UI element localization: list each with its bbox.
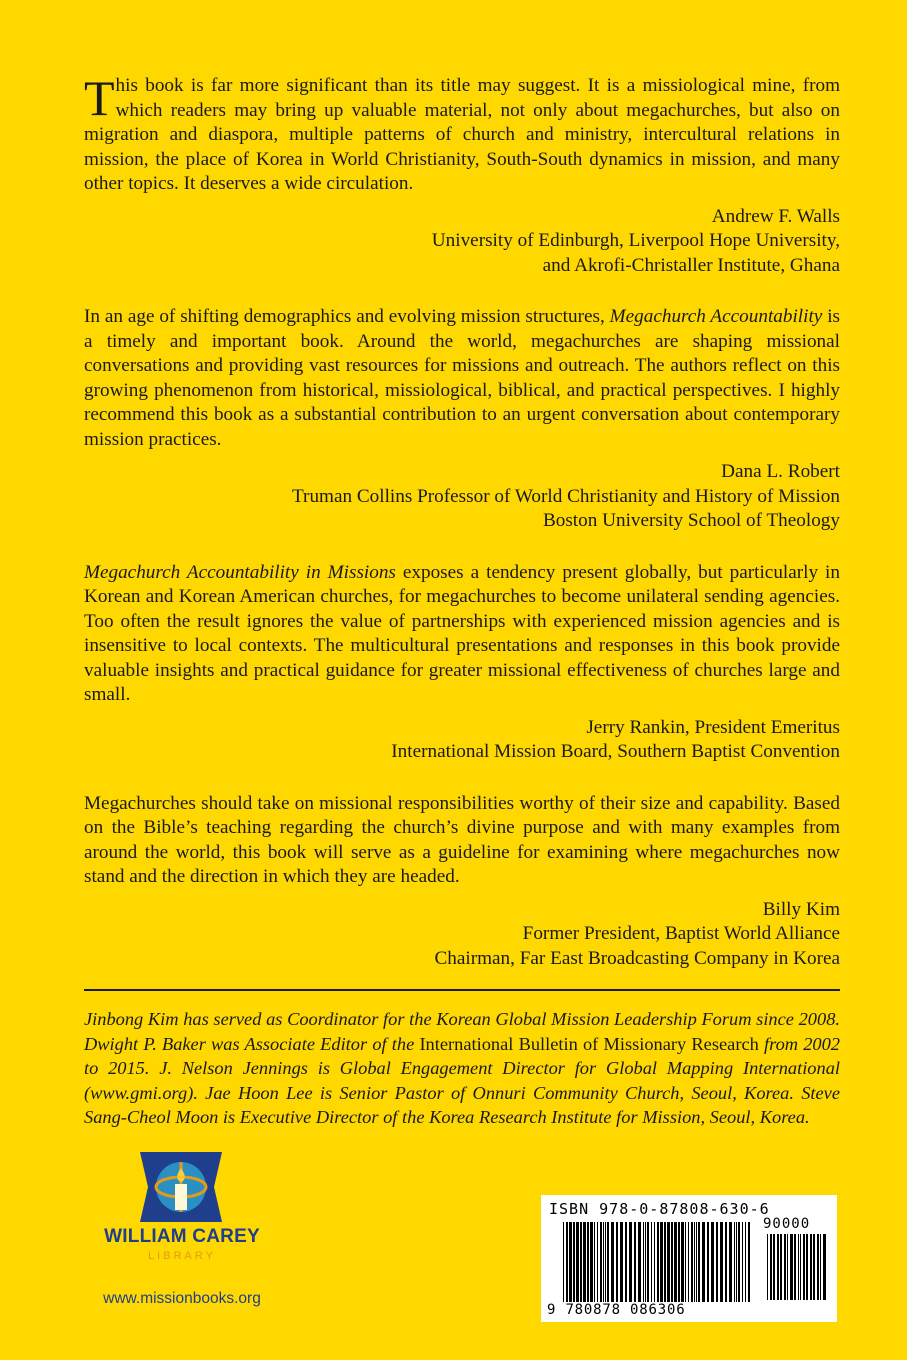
barcode-bar	[569, 1222, 572, 1302]
price-barcode-bars	[767, 1234, 827, 1300]
author-bio-text: from 2002 to 2015. J. Nelson Jennings is Global Engagement Director for Global Mapping International (www.gmi.org). Jae Hoon Lee is Senior Pastor of Onnuri Community Church, Seoul, Korea. Steve Sang-Cheol Moon is Executive Director of the Korea Research Institute for Mission, Seoul, Korea.	[84, 1033, 840, 1127]
barcode-bar	[600, 1222, 602, 1302]
barcode-bar	[647, 1222, 649, 1302]
barcode-bar	[634, 1222, 636, 1302]
publisher-name: WILLIAM CAREY	[104, 1226, 260, 1247]
divider	[84, 989, 840, 991]
isbn-label: ISBN 978-0-87808-630-6	[549, 1200, 770, 1218]
endorsement-text: In an age of shifting demographics and evolving mission structures,	[84, 306, 610, 327]
attribution-kim	[84, 898, 840, 972]
barcode-bar	[685, 1222, 686, 1302]
barcode-bar	[798, 1234, 799, 1300]
barcode-bar	[638, 1222, 641, 1302]
barcode-bar	[711, 1222, 714, 1302]
barcode-bar	[576, 1222, 579, 1302]
barcode-bar	[707, 1222, 709, 1302]
author-bios	[84, 1007, 840, 1130]
ean-digits: 9 780878 086306	[547, 1302, 686, 1318]
barcode-bar	[654, 1222, 655, 1302]
barcode-bar	[580, 1222, 582, 1302]
barcode-bar	[823, 1234, 826, 1300]
barcode-bar	[629, 1222, 632, 1302]
attribution-line: Chairman, Far East Broadcasting Company in Korea	[434, 947, 840, 969]
barcode-bar	[678, 1222, 680, 1302]
barcode-bar	[696, 1222, 697, 1302]
attribution-robert	[84, 460, 840, 534]
barcode-bar	[657, 1222, 659, 1302]
barcode-bar	[667, 1222, 670, 1302]
barcode-bar	[645, 1222, 646, 1302]
publisher-logo	[84, 1148, 280, 1318]
barcode-bar	[651, 1222, 652, 1302]
barcode-bar	[777, 1234, 779, 1300]
barcode-bar	[681, 1222, 684, 1302]
publisher-url[interactable]: www.missionbooks.org	[103, 1290, 261, 1307]
barcode-bar	[734, 1222, 735, 1302]
barcode-bar	[810, 1234, 812, 1300]
isbn-barcode	[541, 1195, 837, 1322]
barcode-bar	[566, 1222, 568, 1302]
barcode-bar	[790, 1234, 793, 1300]
endorsement-text: his book is far more significant than its title may suggest. It is a missiological mine, from which readers may bring up valuable material, not only about megachurches, but also on migration and diaspora, multiple patterns of church and ministry, intercultural relations in mission, the place of Korea in World Christianity, South-South dynamics in mission, and many other topics. It deserves a wide circulation.	[84, 75, 840, 194]
barcode-bar	[698, 1222, 700, 1302]
barcode-bar	[587, 1222, 589, 1302]
barcode-bar	[716, 1222, 718, 1302]
barcode-bar	[660, 1222, 663, 1302]
drop-cap: T	[84, 70, 115, 126]
endorsement-rankin	[84, 561, 840, 708]
barcode-bar	[813, 1234, 815, 1300]
barcode-bar	[820, 1234, 821, 1300]
barcode-bar	[597, 1222, 598, 1302]
attribution-name: Jerry Rankin, President Emeritus	[586, 716, 840, 738]
barcode-bar	[607, 1222, 609, 1302]
endorsement-text: exposes a tendency present globally, but particularly in Korean and Korean American churches, for megachurches to become unilateral sending agencies. Too often the result ignores the value of partnerships with experienced mission agencies and is insensitive to local contexts. The multicultural presentations and responses in this book provide valuable insights and practical guidance for greater missional effectiveness of churches large and small.	[84, 561, 840, 705]
barcode-bar	[691, 1222, 693, 1302]
barcode-bar	[767, 1234, 768, 1300]
barcode-bar	[702, 1222, 705, 1302]
barcode-bar	[674, 1222, 677, 1302]
attribution-line: Former President, Baptist World Alliance	[522, 923, 840, 944]
barcode-bar	[594, 1222, 595, 1302]
barcode-bar	[806, 1234, 808, 1300]
candle-globe-icon	[118, 1148, 244, 1226]
endorsement-robert	[84, 305, 840, 452]
book-title-italic: Megachurch Accountability in Missions	[84, 561, 396, 583]
barcode-bar	[611, 1222, 614, 1302]
barcode-bar	[736, 1222, 737, 1302]
barcode-bar	[787, 1234, 788, 1300]
attribution-rankin	[84, 716, 840, 765]
attribution-line: Truman Collins Professor of World Christianity and History of Mission	[292, 485, 840, 507]
attribution-line: and Akrofi-Christaller Institute, Ghana	[542, 254, 840, 276]
attribution-walls	[84, 205, 840, 279]
barcode-bar	[803, 1234, 805, 1300]
barcode-bar	[664, 1222, 666, 1302]
journal-title: International Bulletin of Missionary Research	[419, 1033, 759, 1054]
back-cover-text	[84, 70, 840, 1130]
barcode-bar	[794, 1234, 796, 1300]
price-code: 90000	[763, 1216, 811, 1232]
barcode-bar	[748, 1222, 750, 1302]
barcode-bar	[620, 1222, 623, 1302]
barcode-bar	[605, 1222, 606, 1302]
barcode-bar	[770, 1234, 772, 1300]
endorsement-text: is a timely and important book. Around the world, megachurches are shaping missional conversations and providing vast resources for missions and outreach. The authors reflect on this growing phenomenon from historical, missiological, biblical, and practical perspectives. I highly recommend this book as a substantial contribution to an urgent conversation about contemporary mission practices.	[84, 306, 840, 450]
barcode-bar	[688, 1222, 689, 1302]
barcode-bar	[694, 1222, 695, 1302]
barcode-bar	[729, 1222, 732, 1302]
attribution-line: International Mission Board, Southern Baptist Convention	[391, 741, 840, 762]
attribution-name: Dana L. Robert	[721, 461, 840, 482]
ean-barcode-bars	[563, 1222, 751, 1302]
attribution-line: Boston University School of Theology	[542, 510, 840, 531]
barcode-bar	[671, 1222, 673, 1302]
barcode-bar	[563, 1222, 564, 1302]
endorsement-walls	[84, 70, 840, 197]
attribution-name: Andrew F. Walls	[711, 205, 840, 227]
barcode-bar	[583, 1222, 586, 1302]
barcode-bar	[738, 1222, 740, 1302]
barcode-bar	[643, 1222, 644, 1302]
barcode-bar	[616, 1222, 618, 1302]
barcode-bar	[745, 1222, 746, 1302]
endorsement-text: Megachurches should take on missional responsibilities worthy of their size and capability. Based on the Bible’s teaching regarding the church’s divine purpose and with many examples from around the world, this book will serve as a guideline for examining where megachurches now stand and the direction in which they are headed.	[84, 792, 840, 887]
barcode-bar	[720, 1222, 723, 1302]
publisher-sub: LIBRARY	[148, 1250, 216, 1262]
author-bio-text: Jinbong Kim has served as Coordinator for the Korean Global Mission Leadership Forum since 2008. Dwight P. Baker was Associate Editor of the	[84, 1009, 840, 1054]
attribution-line: University of Edinburgh, Liverpool Hope University,	[431, 230, 840, 251]
barcode-bar	[603, 1222, 604, 1302]
barcode-bar	[800, 1234, 801, 1300]
barcode-bar	[742, 1222, 743, 1302]
barcode-bar	[780, 1234, 782, 1300]
barcode-bar	[625, 1222, 627, 1302]
book-title-italic: Megachurch Accountability	[609, 306, 823, 327]
barcode-bar	[784, 1234, 786, 1300]
barcode-bar	[573, 1222, 575, 1302]
barcode-bar	[725, 1222, 727, 1302]
attribution-name: Billy Kim	[762, 898, 840, 920]
barcode-bar	[590, 1222, 593, 1302]
barcode-bar	[817, 1234, 819, 1300]
endorsement-kim	[84, 792, 840, 890]
barcode-bar	[773, 1234, 775, 1300]
